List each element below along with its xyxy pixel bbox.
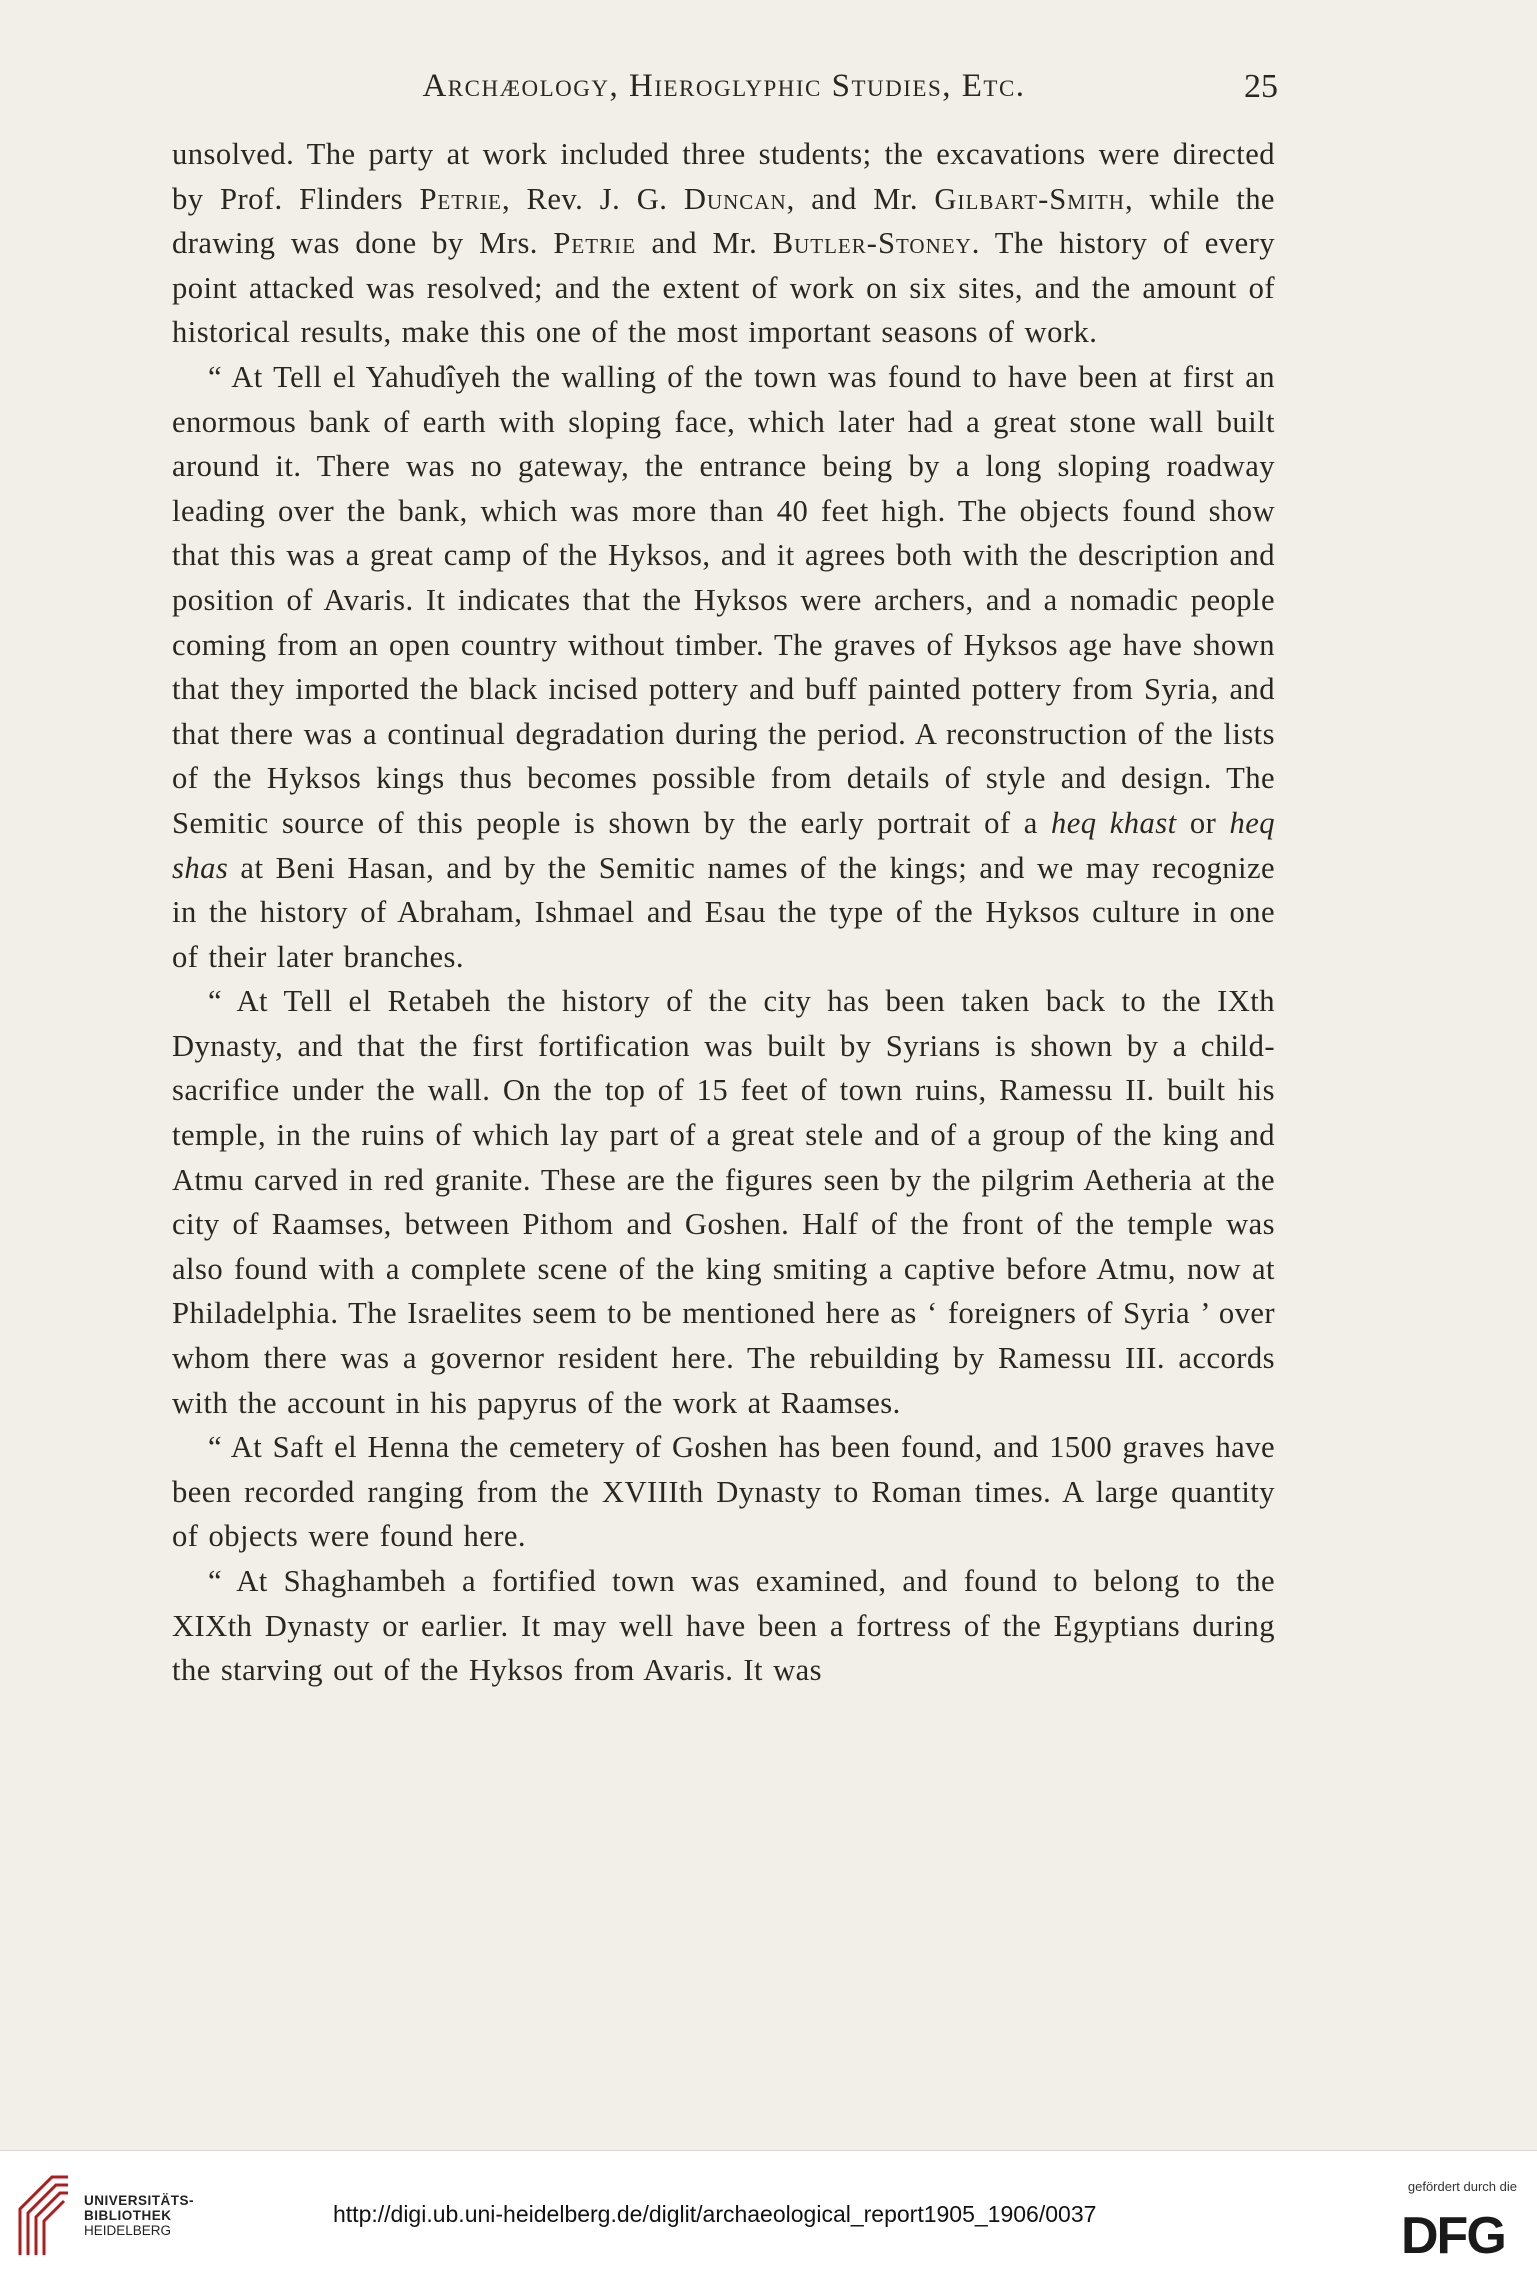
text-run: “ At Tell el Retabeh the history of the city has been taken back to the IXth Dynasty, and that the first fortification was built by Syrians is shown by a child-sacrifice under the wall. On the top of 15 feet of town ruins, Ramessu II. built his temple, in the ruins of which lay part of a great stele and of a group of the king and Atmu carved in red granite. These are the figures seen by the pilgrim Aetheria at the city of Raamses, between Pithom and Goshen. Half of the front of the temple was also found with a complete scene of the king smiting a captive before Atmu, now at Philadelphia. The Israelites seem to be mentioned here as ‘ foreigners of Syria ’ over whom there was a governor resident here. The rebuilding by Ramessu III. accords with the account in his papyrus of the work at Raamses. xyxy=(172,984,1275,1420)
text-run: “ At Shaghambeh a fortified town was examined, and found to belong to the XIXth Dynasty or earlier. It may well have been a fortress of the Egyptians during the starving out of the Hyksos from Avaris. It was xyxy=(172,1564,1275,1688)
name-smallcaps: Petrie xyxy=(553,226,636,261)
dfg-logo[interactable] xyxy=(1401,2209,1517,2259)
body-text xyxy=(172,132,1275,1693)
name-smallcaps: Gilbart-Smith xyxy=(934,181,1125,216)
name-smallcaps: Duncan xyxy=(683,181,787,216)
library-name-line: UNIVERSITÄTS- xyxy=(84,2193,195,2208)
paragraph xyxy=(172,979,1275,1425)
paragraph xyxy=(172,355,1275,979)
dfg-logo-text: DFG xyxy=(1401,2209,1505,2259)
name-smallcaps: Petrie xyxy=(419,181,502,216)
paragraph xyxy=(172,1559,1275,1693)
text-run: , Rev. J. G. xyxy=(501,181,684,216)
name-smallcaps: Butler-Stoney xyxy=(772,226,972,261)
text-run: or xyxy=(1176,805,1230,840)
text-run: at Beni Hasan, and by the Semitic names of the kings; and we may recognize in the history of Abraham, Ishmael and Esau the type of the Hyksos culture in one of their later branches. xyxy=(172,850,1275,974)
library-name-line: HEIDELBERG xyxy=(84,2223,172,2238)
text-run: . The history of every point attacked was resolved; and the extent of work on six sites, and the amount of historical results, make this one of the most important seasons of work. xyxy=(172,226,1275,350)
paragraph xyxy=(172,132,1275,355)
text-run: unsolved. The party at work included three students; the excavations were directed by Prof. Flinders xyxy=(172,137,1275,216)
funded-by-label: gefördert durch die xyxy=(1407,2179,1517,2194)
footer-bar xyxy=(0,2150,1537,2280)
running-head xyxy=(170,68,1278,112)
page-number: 25 xyxy=(1244,68,1278,105)
paragraph xyxy=(172,1425,1275,1559)
library-name-line: BIBLIOTHEK xyxy=(84,2208,172,2223)
text-run: and Mr. xyxy=(635,226,773,261)
text-run: “ At Tell el Yahudîyeh the walling of the town was found to have been at first an enormous bank of earth with sloping face, which later had a great stone wall built around it. There was no gateway, the entrance being by a long sloping roadway leading over the bank, which was more than 40 feet high. The objects found show that this was a great camp of the Hyksos, and it agrees both with the description and position of Avaris. It indicates that the Hyksos were archers, and a nomadic people coming from an open country without timber. The graves of Hyksos age have shown that they imported the black incised pottery and buff painted pottery from Syria, and that there was a continual degradation during the period. A reconstruction of the lists of the Hyksos kings thus becomes possible from details of style and design. The Semitic source of this people is shown by the early portrait of a xyxy=(172,359,1275,840)
italic-term: heq shas xyxy=(172,805,1275,885)
source-url-link[interactable]: http://digi.ub.uni-heidelberg.de/diglit/archaeological_report1905_1906/0037 xyxy=(333,2201,1097,2227)
text-run: , and Mr. xyxy=(786,181,935,216)
text-run: “ At Saft el Henna the cemetery of Goshen has been found, and 1500 graves have been recorded ranging from the XVIIIth Dynasty to Roman times. A large quantity of objects were found here. xyxy=(172,1430,1275,1554)
library-name xyxy=(84,2193,194,2238)
running-title: Archæology, Hieroglyphic Studies, Etc. xyxy=(422,68,1026,104)
university-library-logo[interactable] xyxy=(12,2169,74,2259)
italic-term: heq khast xyxy=(1051,805,1177,840)
text-run: , while the drawing was done by Mrs. xyxy=(172,181,1275,261)
